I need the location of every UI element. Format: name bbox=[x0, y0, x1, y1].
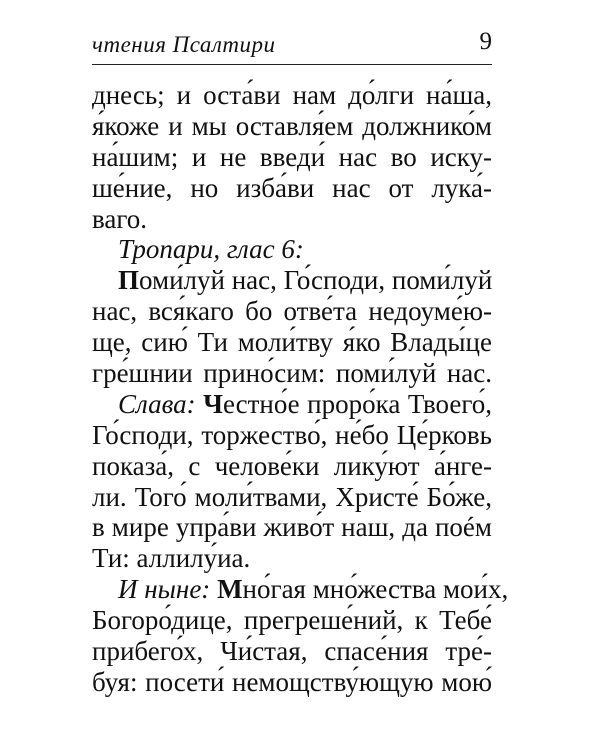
running-header bbox=[92, 24, 492, 65]
text-line: в мире упра́ви живо́т наш, да поéм bbox=[92, 512, 492, 543]
text-line: ше́ние, но изба́ви нас от лука́- bbox=[92, 172, 492, 203]
running-header-title: чтения Псалтири bbox=[92, 32, 276, 57]
text-line: Го́споди, торжество́, не́бо Це́рковь bbox=[92, 419, 492, 450]
line-rest: естно́е проро́ка Твоего́, bbox=[222, 388, 492, 419]
now-label: И ныне: bbox=[118, 574, 211, 605]
text-line: прибего́х, Чи́стая, спасе́ния тре́- bbox=[92, 636, 492, 667]
text-line: днесь; и оста́ви нам до́лги на́ша, bbox=[92, 80, 492, 110]
text-line: Богоро́дице, прегреше́ний, к Тебе́ bbox=[92, 605, 492, 636]
text-line: гре́шнии прино́сим: поми́луй нас. bbox=[92, 358, 492, 389]
line-rest: оми́луй нас, Го́споди, поми́луй bbox=[139, 265, 493, 296]
initial-letter: М bbox=[217, 574, 243, 605]
text-line: ваго. bbox=[92, 203, 148, 234]
text-line: Ти: аллилу́иа. bbox=[92, 543, 251, 574]
text-line: показа́, с челове́ки лику́ют а́нге- bbox=[92, 450, 492, 481]
text-line: я́коже и мы оставля́ем должнико́м bbox=[92, 110, 492, 141]
text-line bbox=[92, 265, 492, 296]
prayer-text bbox=[92, 80, 509, 698]
text-line: ли. Того́ моли́твами, Христе́ Бо́же, bbox=[92, 481, 492, 512]
glory-label: Слава: bbox=[118, 388, 196, 419]
troparion-heading: Тропари, глас 6: bbox=[118, 234, 304, 265]
text-line: нас, вся́каго бо отве́та недоуме́ю- bbox=[92, 296, 492, 327]
text-line: на́шим; и не введи́ нас во иску- bbox=[92, 141, 492, 172]
text-line bbox=[92, 389, 492, 420]
initial-letter: П bbox=[118, 265, 140, 296]
text-line: буя: посети́ немощству́ющую мою́ bbox=[92, 666, 492, 697]
text-line bbox=[92, 574, 509, 605]
initial-letter: Ч bbox=[203, 388, 223, 419]
page-number: 9 bbox=[479, 28, 492, 55]
text-line: ще, сию́ Ти моли́тву я́ко Влады́це bbox=[92, 327, 492, 358]
line-rest: но́гая мно́жества мои́х, bbox=[242, 574, 509, 605]
